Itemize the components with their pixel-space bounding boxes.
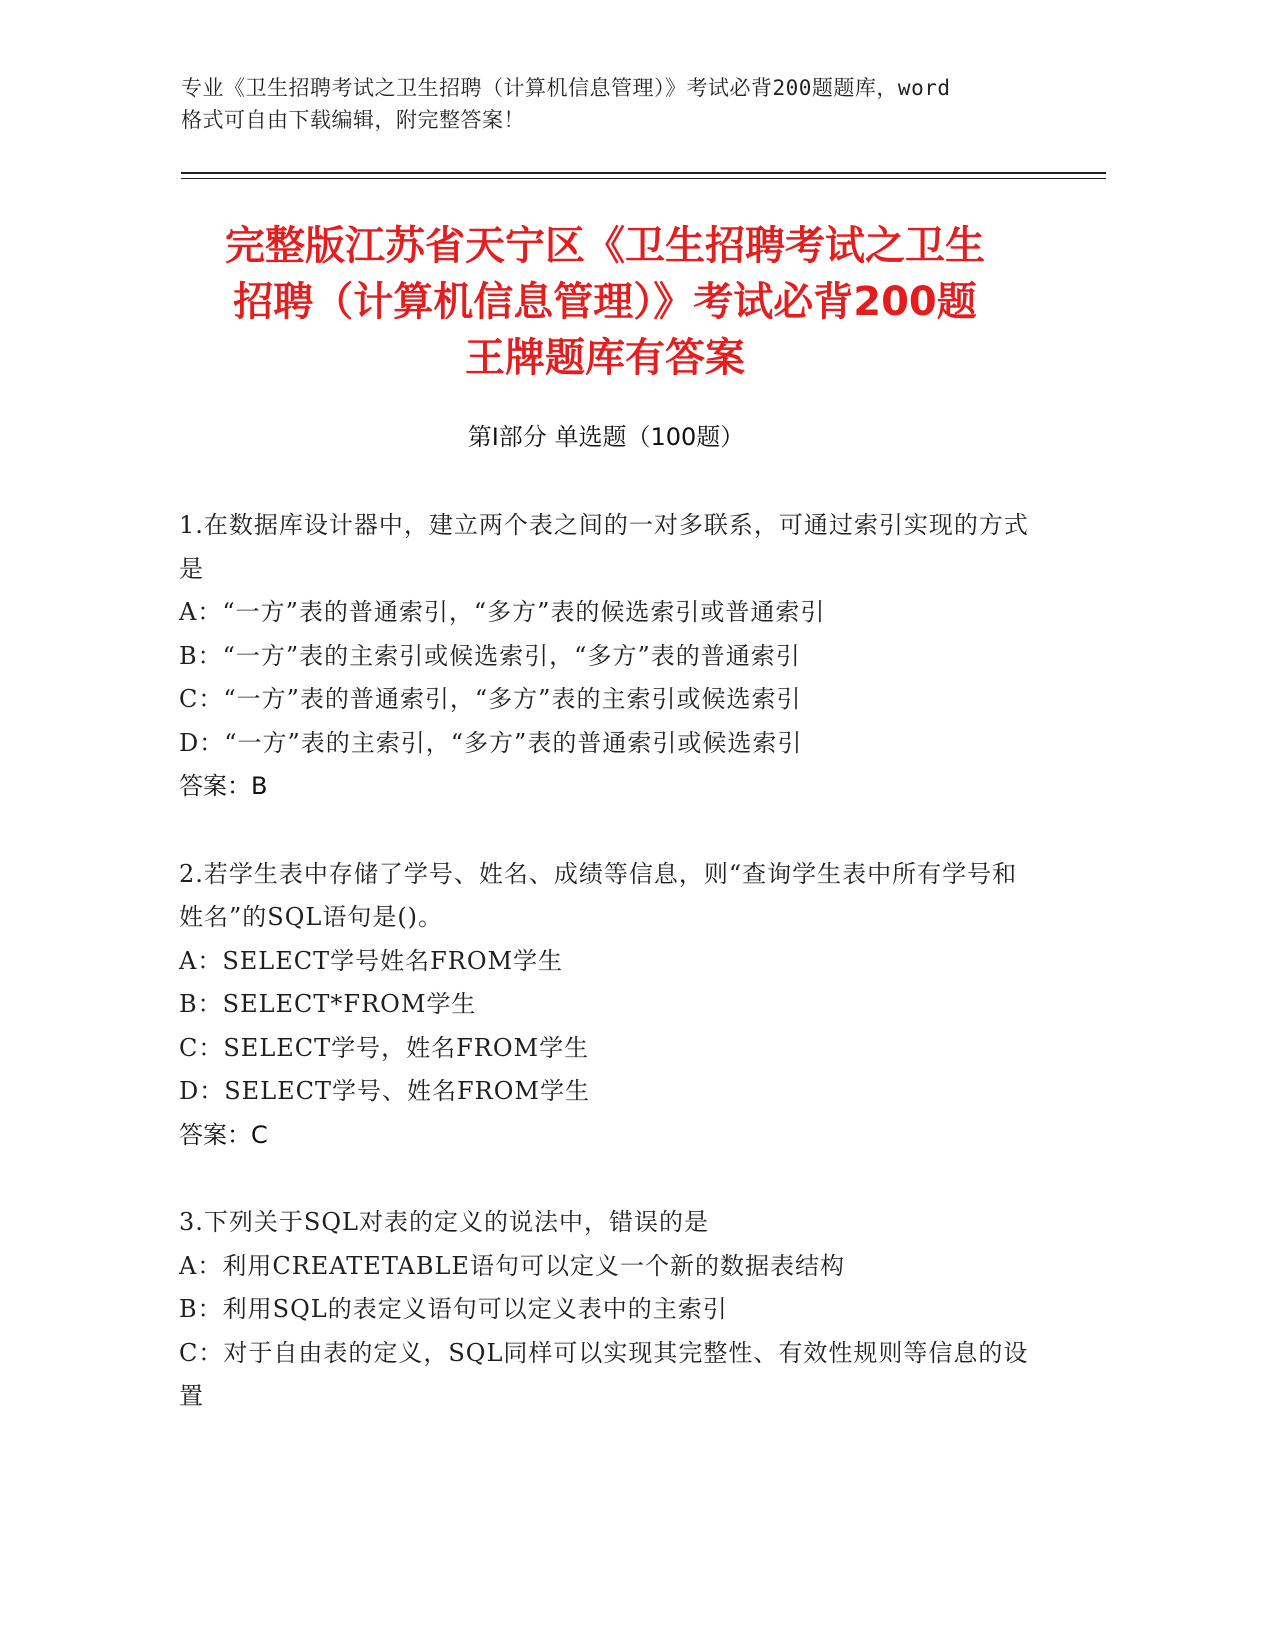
page-title-line-3: 王牌题库有答案 bbox=[465, 335, 745, 381]
question-item bbox=[179, 853, 1029, 1158]
option-d: D：“一方”表的主索引，“多方”表的普通索引或候选索引 bbox=[179, 728, 803, 757]
option-a: A：SELECT学号姓名FROM学生 bbox=[179, 946, 564, 975]
option-b: B：“一方”表的主索引或候选索引，“多方”表的普通索引 bbox=[179, 641, 801, 670]
header-note-line-2: 格式可自由下载编辑，附完整答案！ bbox=[181, 108, 525, 132]
header-note-line-1: 专业《卫生招聘考试之卫生招聘（计算机信息管理）》考试必背200题题库，word bbox=[181, 76, 951, 100]
header-divider-thin bbox=[181, 178, 1106, 179]
header-note bbox=[181, 72, 1061, 136]
option-c: C：对于自由表的定义，SQL同样可以实现其完整性、有效性规则等信息的设置 bbox=[179, 1338, 1029, 1410]
question-text: 3.下列关于SQL对表的定义的说法中，错误的是 bbox=[179, 1208, 709, 1236]
question-text: 2.若学生表中存储了学号、姓名、成绩等信息，则“查询学生表中所有学号和姓名”的SQL语句是()。 bbox=[179, 859, 1018, 931]
option-a: A：利用CREATETABLE语句可以定义一个新的数据表结构 bbox=[179, 1251, 845, 1280]
page-title bbox=[170, 218, 1040, 386]
option-b: B：利用SQL的表定义语句可以定义表中的主索引 bbox=[179, 1295, 728, 1323]
question-item bbox=[179, 504, 1029, 809]
option-c: C：“一方”表的普通索引，“多方”表的主索引或候选索引 bbox=[179, 685, 802, 713]
option-a: A：“一方”表的普通索引，“多方”表的候选索引或普通索引 bbox=[179, 598, 826, 626]
header-divider-thick bbox=[181, 172, 1106, 174]
answer-label: 答案：B bbox=[179, 772, 268, 800]
page-title-line-1: 完整版江苏省天宁区《卫生招聘考试之卫生 bbox=[225, 223, 985, 269]
option-d: D：SELECT学号、姓名FROM学生 bbox=[179, 1077, 591, 1105]
option-b: B：SELECT*FROM学生 bbox=[179, 990, 477, 1018]
option-c: C：SELECT学号，姓名FROM学生 bbox=[179, 1033, 590, 1062]
question-item bbox=[179, 1201, 1029, 1419]
page-title-line-2: 招聘（计算机信息管理）》考试必背200题 bbox=[233, 279, 977, 325]
section-heading: 第Ⅰ部分 单选题（100题） bbox=[467, 423, 745, 451]
question-list bbox=[179, 504, 1029, 1463]
answer-label: 答案：C bbox=[179, 1120, 268, 1149]
question-text: 1.在数据库设计器中，建立两个表之间的一对多联系，可通过索引实现的方式是 bbox=[179, 511, 1029, 583]
